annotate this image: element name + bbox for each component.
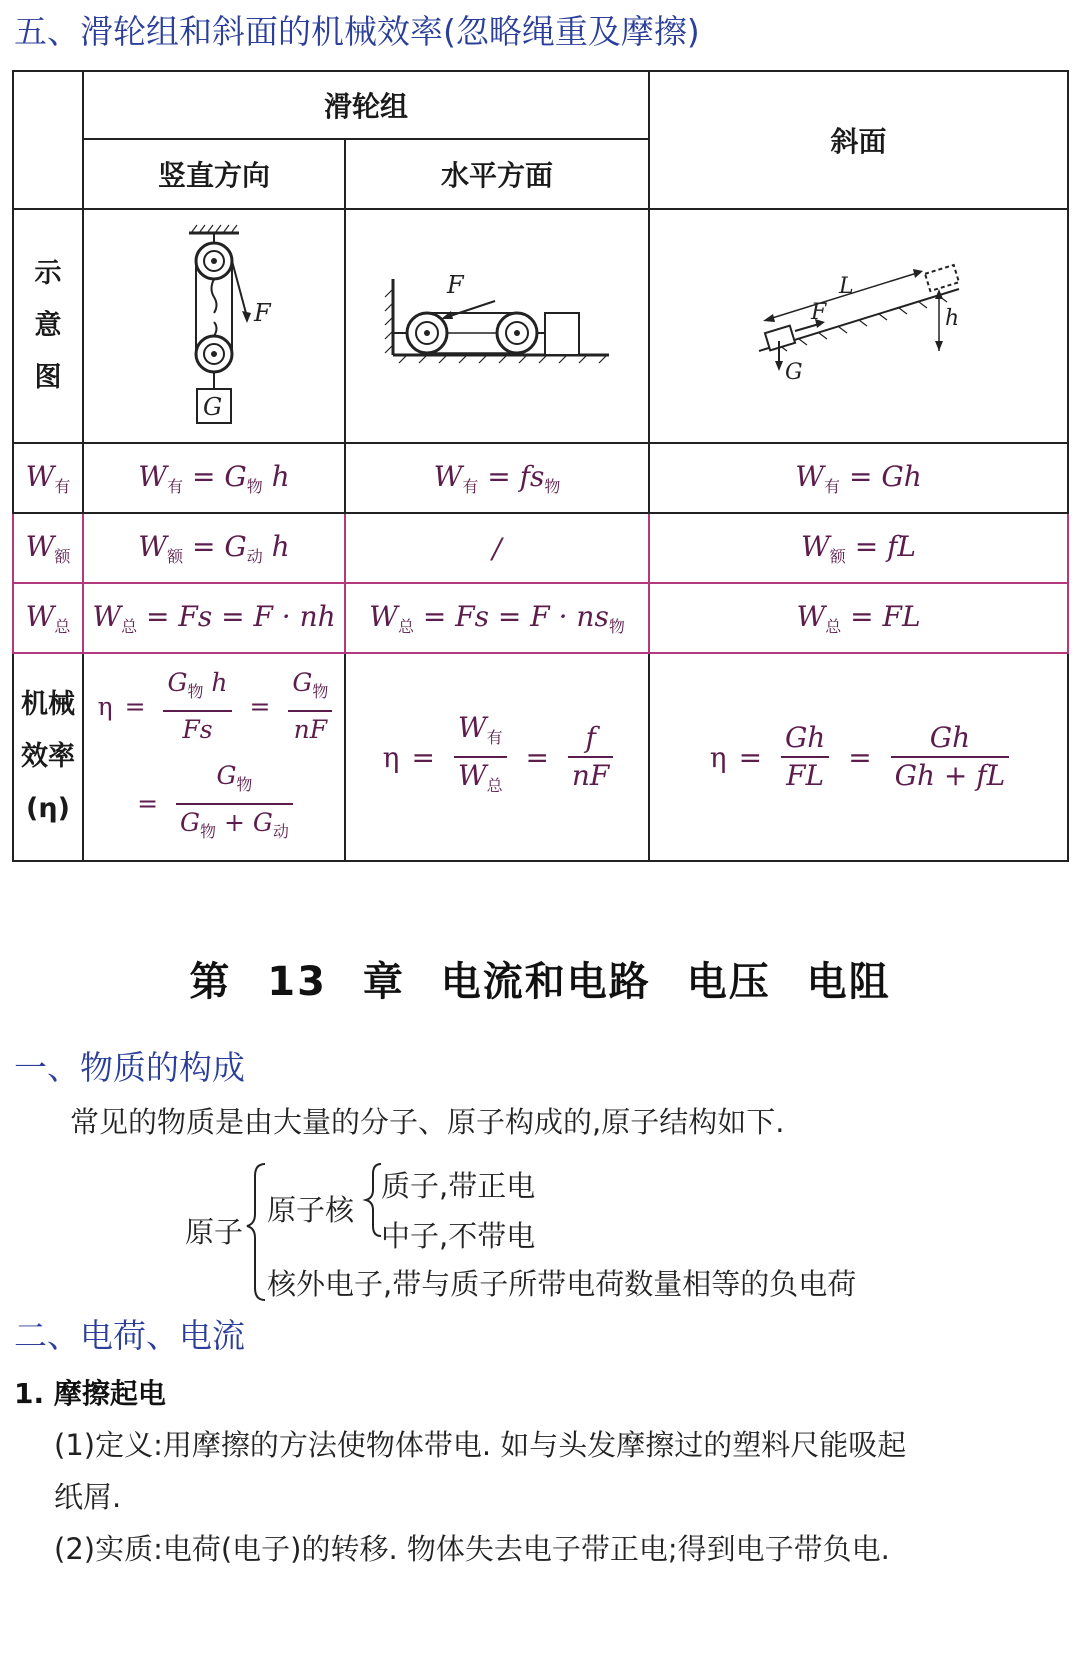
header-horizontal: 水平方面 (345, 139, 649, 209)
useful-incline: $W_有 = Gh$ (649, 443, 1068, 513)
section5-title: 五、滑轮组和斜面的机械效率(忽略绳重及摩擦) (14, 12, 700, 51)
horizontal-pulley-diagram (377, 269, 617, 379)
extra-incline: $W_额$ = fL (649, 513, 1068, 583)
chapter-title: 第 13 章 电流和电路 电压 电阻 (189, 959, 891, 1005)
vertical-pulley-diagram (139, 219, 289, 429)
atom-electron: 核外电子,带与质子所带电荷数量相等的负电荷 (267, 1267, 857, 1301)
header-vertical: 竖直方向 (83, 139, 345, 209)
incline-diagram (739, 259, 979, 389)
efficiency-horizontal: η = $\frac{W_有}{W_总}$ = $\frac{f}{nF}$ (345, 653, 649, 861)
extra-vertical: $W_额 = G_动$ h (83, 513, 345, 583)
total-incline: $W_总$ = FL (649, 583, 1068, 653)
atom-proton: 质子,带正电 (381, 1169, 536, 1203)
corner-cell (13, 71, 83, 209)
section2-title: 二、电荷、电流 (14, 1316, 245, 1355)
horizontal-pulley-diagram-cell (345, 209, 649, 443)
total-horizontal: $W_总 = Fs = F \cdot ns_物$ (345, 583, 649, 653)
efficiency-incline: η = $\frac{Gh}{FL}$ = $\frac{Gh}{Gh + fL}$ (649, 653, 1068, 861)
efficiency-vertical: η = $\frac{G_物 h}{Fs}$ = $\frac{G_物}{nF}$ = $\frac{G_物}{G_物 + G_动}$ (83, 653, 345, 861)
header-pulley: 滑轮组 (83, 71, 649, 139)
vertical-force-label: F (254, 299, 271, 327)
vertical-weight-label: G (203, 393, 223, 421)
row-header-extra: $W_额$ (13, 513, 83, 583)
vertical-pulley-diagram-cell (83, 209, 345, 443)
incline-height-label: h (944, 306, 959, 331)
row-eff-line-2: 效率 (21, 741, 75, 772)
definition-line-2: 纸屑. (54, 1480, 122, 1514)
definition-line-1: (1)定义:用摩擦的方法使物体带电. 如与头发摩擦过的塑料尺能吸起 (54, 1428, 907, 1462)
row-eff-line-1: 机械 (21, 689, 75, 720)
row-header-efficiency (13, 653, 83, 861)
total-vertical: $W_总 = Fs = F$ · nh (83, 583, 345, 653)
incline-diagram-cell (649, 209, 1068, 443)
useful-horizontal: $W_有 = fs_物$ (345, 443, 649, 513)
row-diagram-char-3: 图 (34, 362, 62, 393)
section1-intro: 常见的物质是由大量的分子、原子构成的,原子结构如下. (70, 1105, 785, 1139)
row-header-diagram (13, 209, 83, 443)
header-incline: 斜面 (649, 71, 1068, 209)
row-header-total: $W_总$ (13, 583, 83, 653)
row-diagram-char-1: 示 (34, 258, 62, 289)
row-header-useful: $W_有$ (13, 443, 83, 513)
atom-nucleus: 原子核 (267, 1193, 355, 1227)
incline-length-label: L (838, 274, 854, 299)
atom-neutron: 中子,不带电 (381, 1219, 536, 1253)
atom-root: 原子 (185, 1215, 244, 1249)
extra-horizontal: / (345, 513, 649, 583)
incline-force-label: F (810, 300, 826, 325)
useful-vertical: $W_有 = G_物$ h (83, 443, 345, 513)
row-diagram-char-2: 意 (34, 310, 62, 341)
subsection-friction-title: 1. 摩擦起电 (14, 1377, 166, 1410)
atom-structure (185, 1158, 985, 1308)
horizontal-force-label: F (447, 271, 464, 299)
efficiency-table (12, 70, 1067, 906)
section1-title: 一、物质的构成 (14, 1048, 245, 1087)
essence-line: (2)实质:电荷(电子)的转移. 物体失去电子带正电;得到电子带负电. (54, 1532, 890, 1566)
row-eff-line-3: (η) (26, 793, 70, 824)
incline-weight-label: G (784, 360, 803, 385)
